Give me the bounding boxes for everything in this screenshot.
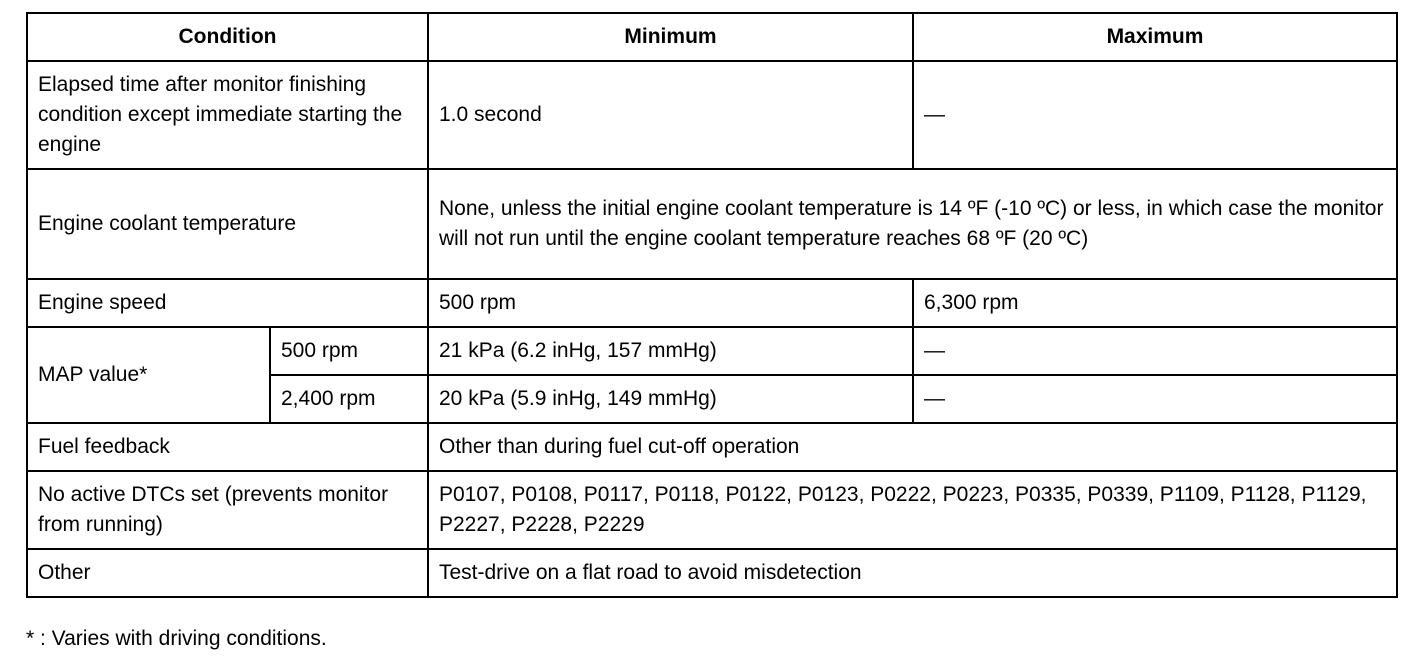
map-value-label: MAP value* <box>27 327 270 423</box>
fuel-feedback-value: Other than during fuel cut-off operation <box>428 423 1397 471</box>
map-rpm-500: 500 rpm <box>270 327 428 375</box>
fuel-feedback-label: Fuel feedback <box>27 423 428 471</box>
map-min-500: 21 kPa (6.2 inHg, 157 mmHg) <box>428 327 913 375</box>
dtc-label: No active DTCs set (prevents monitor from running) <box>27 471 428 549</box>
table-row <box>27 549 1397 597</box>
table-row <box>27 169 1397 279</box>
header-row <box>27 13 1397 61</box>
table-row <box>27 327 1397 375</box>
other-label: Other <box>27 549 428 597</box>
table-row <box>27 423 1397 471</box>
map-max-2400: — <box>913 375 1397 423</box>
coolant-temp-value: None, unless the initial engine coolant temperature is 14 ºF (-10 ºC) or less, in which case the monitor will not run until the engine coolant temperature reaches 68 ºF (20 ºC) <box>428 169 1397 279</box>
map-min-2400: 20 kPa (5.9 inHg, 149 mmHg) <box>428 375 913 423</box>
conditions-sheet <box>26 12 1396 598</box>
header-maximum: Maximum <box>913 13 1397 61</box>
elapsed-time-max: — <box>913 61 1397 169</box>
table-row <box>27 279 1397 327</box>
map-max-500: — <box>913 327 1397 375</box>
map-rpm-2400: 2,400 rpm <box>270 375 428 423</box>
header-condition: Condition <box>27 13 428 61</box>
engine-speed-max: 6,300 rpm <box>913 279 1397 327</box>
monitor-conditions-table <box>26 12 1398 598</box>
header-minimum: Minimum <box>428 13 913 61</box>
table-row <box>27 471 1397 549</box>
other-value: Test-drive on a flat road to avoid misdetection <box>428 549 1397 597</box>
table-row <box>27 61 1397 169</box>
elapsed-time-min: 1.0 second <box>428 61 913 169</box>
coolant-temp-label: Engine coolant temperature <box>27 169 428 279</box>
elapsed-time-label: Elapsed time after monitor finishing condition except immediate starting the engine <box>27 61 428 169</box>
engine-speed-min: 500 rpm <box>428 279 913 327</box>
engine-speed-label: Engine speed <box>27 279 428 327</box>
dtc-list: P0107, P0108, P0117, P0118, P0122, P0123, P0222, P0223, P0335, P0339, P1109, P1128, P1129, P2227, P2228, P2229 <box>428 471 1397 549</box>
footnote: * : Varies with driving conditions. <box>26 627 327 650</box>
